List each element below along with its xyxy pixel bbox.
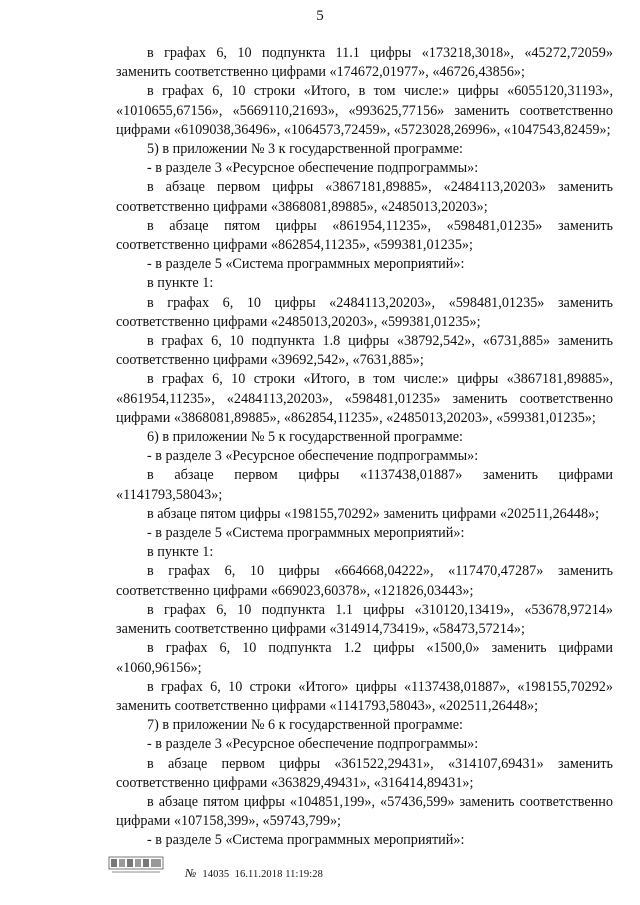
paragraph: - в разделе 5 «Система программных мероприятий»:: [147, 525, 465, 542]
paragraph: в графах 6, 10 строки «Итого, в том числе:» цифры «6055120,31193», «1010655,67156», «5669110,21693», «993625,77156» заменить соответственно цифрами «6109038,36496», «1064573,72459», «5723028,26996», «1047543,82459»;: [116, 83, 613, 138]
page-number: 5: [316, 8, 324, 24]
stamp-block: [127, 859, 133, 867]
paragraph: в абзаце пятом цифры «861954,11235», «598481,01235» заменить соответственно цифрами «862854,11235», «599381,01235»;: [116, 217, 613, 254]
paragraph: в графах 6, 10 строки «Итого» цифры «1137438,01887», «198155,70292» заменить соответственно цифрами «1141793,58043», «202511,26448»;: [116, 678, 613, 714]
document-body: [116, 44, 613, 851]
paragraph: 7) в приложении № 6 к государственной программе:: [147, 717, 463, 734]
stamp-block: [119, 859, 125, 867]
paragraph: в абзаце пятом цифры «104851,199», «57436,599» заменить соответственно цифрами «107158,399», «59743,799»;: [116, 793, 613, 830]
paragraph: - в разделе 5 «Система программных мероприятий»:: [147, 256, 465, 273]
paragraph: - в разделе 3 «Ресурсное обеспечение подпрограммы»:: [147, 160, 479, 177]
paragraph: в абзаце первом цифры «361522,29431», «314107,69431» заменить соответственно цифрами «363829,49431», «316414,89431»;: [116, 755, 613, 791]
stamp-block: [111, 859, 117, 867]
paragraph: - в разделе 3 «Ресурсное обеспечение подпрограммы»:: [147, 448, 479, 465]
paragraph: - в разделе 3 «Ресурсное обеспечение подпрограммы»:: [147, 736, 479, 753]
paragraph: в графах 6, 10 подпункта 1.2 цифры «1500,0» заменить цифрами «1060,96156»;: [116, 640, 613, 676]
paragraph: в абзаце пятом цифры «198155,70292» заменить цифрами «202511,26448»;: [147, 505, 600, 522]
stamp-block: [151, 859, 161, 867]
registration-timestamp: 16.11.2018 11:19:28: [234, 869, 323, 880]
paragraph: 5) в приложении № 3 к государственной программе:: [147, 141, 463, 158]
paragraph: в графах 6, 10 цифры «2484113,20203», «598481,01235» заменить соответственно цифрами «2485013,20203», «599381,01235»;: [116, 294, 613, 330]
paragraph: в абзаце первом цифры «1137438,01887» заменить цифрами «1141793,58043»;: [116, 467, 613, 503]
paragraph: в абзаце первом цифры «3867181,89885», «2484113,20203» заменить соответственно цифрами «3868081,89885», «2485013,20203»;: [116, 179, 613, 215]
paragraph: в графах 6, 10 цифры «664668,04222», «117470,47287» заменить соответственно цифрами «669023,60378», «121826,03443»;: [116, 563, 613, 599]
paragraph: в графах 6, 10 подпункта 1.8 цифры «38792,542», «6731,885» заменить соответственно цифрами «39692,542», «7631,885»;: [116, 333, 613, 369]
paragraph: 6) в приложении № 5 к государственной программе:: [147, 429, 463, 446]
document-registration-line: [185, 866, 323, 881]
paragraph: - в разделе 5 «Система программных мероприятий»:: [147, 832, 465, 849]
paragraph: в графах 6, 10 подпункта 11.1 цифры «173218,3018», «45272,72059» заменить соответственно цифрами «174672,01977», «46726,43856»;: [116, 45, 613, 81]
document-number: 14035: [202, 869, 230, 880]
paragraph: в пункте 1:: [147, 275, 214, 292]
paragraph: в графах 6, 10 строки «Итого, в том числе:» цифры «3867181,89885», «861954,11235», «2484113,20203», «598481,01235» заменить соответственно цифрами «3868081,89885», «862854,11235», «2485013,20203», «599381,01235»;: [116, 371, 613, 426]
registry-stamp-logo: [108, 853, 164, 875]
number-sign: №: [185, 866, 197, 880]
stamp-block: [135, 859, 141, 867]
paragraph: в пункте 1:: [147, 544, 214, 561]
paragraph: в графах 6, 10 подпункта 1.1 цифры «310120,13419», «53678,97214» заменить соответственно цифрами «314914,73419», «58473,57214»;: [116, 601, 613, 638]
stamp-block: [143, 859, 149, 867]
